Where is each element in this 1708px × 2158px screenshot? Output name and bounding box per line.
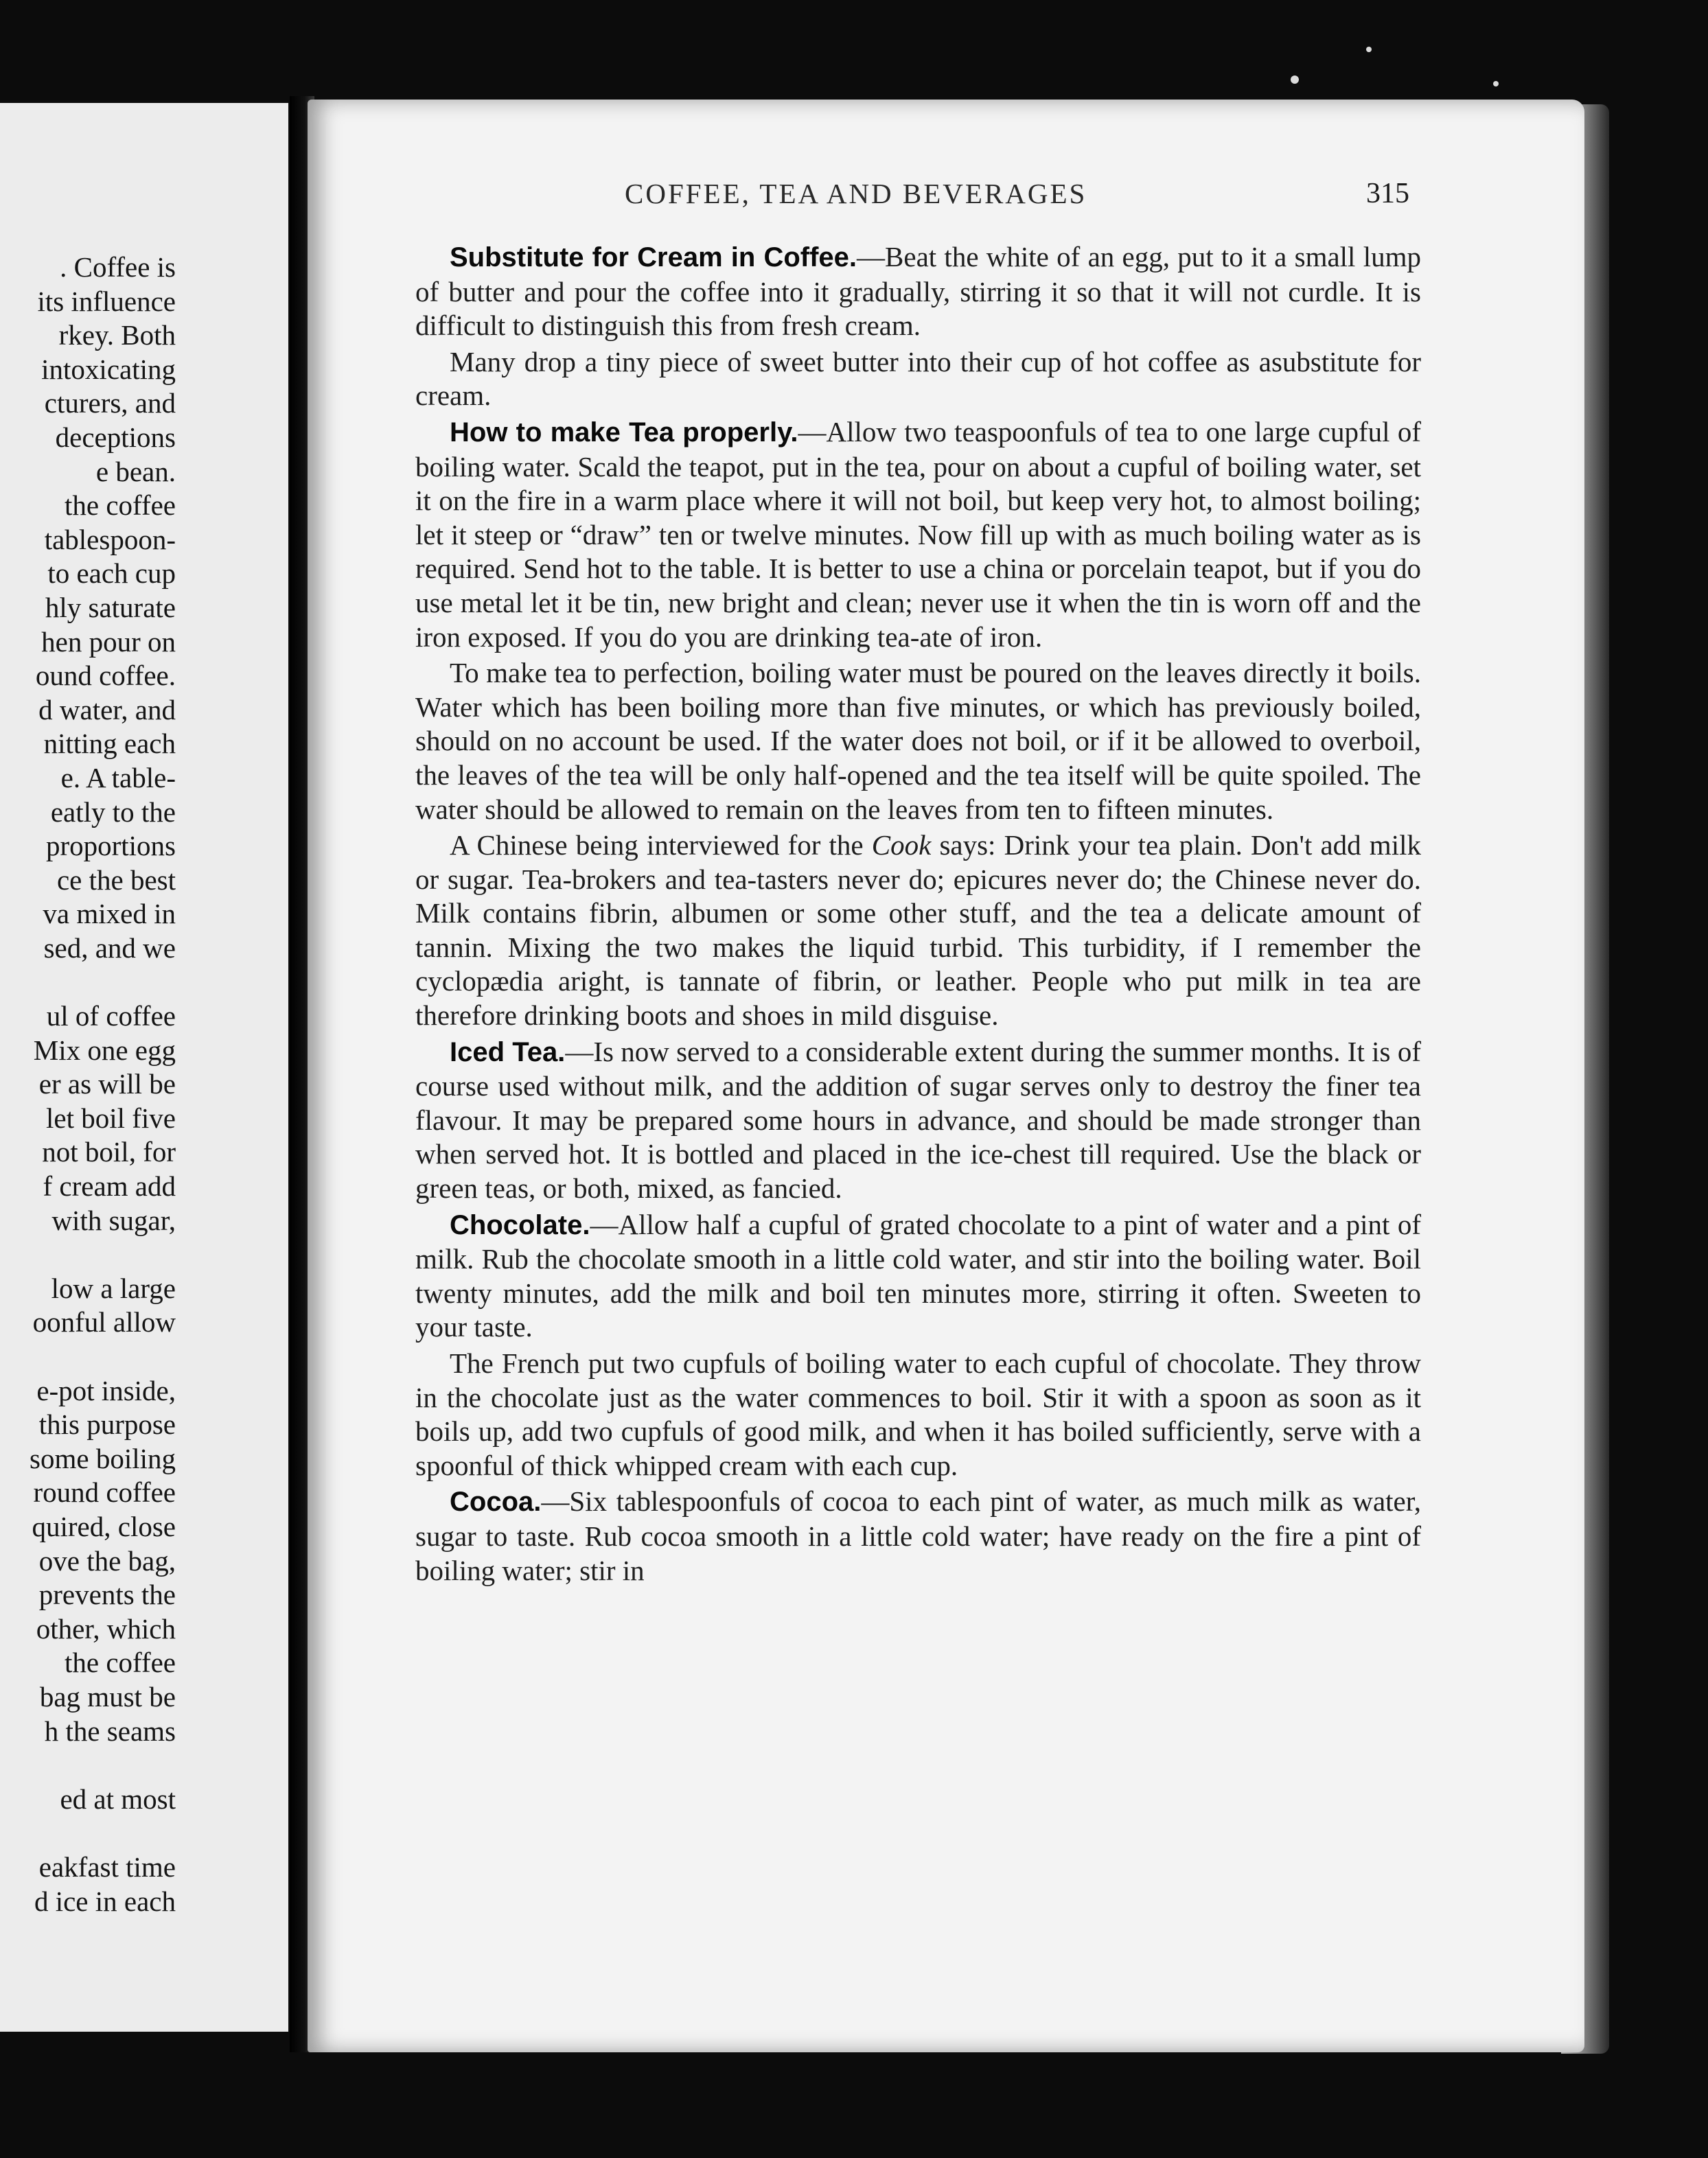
left-page-line: with sugar, [51,1204,176,1236]
paragraph-text: A Chinese being interviewed for the [450,829,872,861]
left-page-line: e. A table- [60,761,176,793]
left-page [0,103,288,2032]
dust-speck [1291,76,1299,84]
left-page-text [0,251,176,1918]
left-page-line: not boil, for [42,1136,176,1168]
running-head: COFFEE, TEA AND BEVERAGES [625,178,1087,209]
recipe-paragraph [415,240,1421,343]
recipe-paragraph [415,1485,1421,1588]
left-page-line: ed at most [60,1783,176,1815]
left-page-line: this purpose [38,1408,176,1441]
paragraph-text: —Allow two teaspoonfuls of tea to one large cupful of boiling water. Scald the teapot, put in the tea, pour on about a cupful of boiling water, set it on the fire in a warm place where it will not boil, but keep very hot, to almost boiling; let it steep or “draw” ten or twelve minutes. Now fill up with as much boiling water as is required. Send hot to the table. It is better to use a china or porcelain teapot, but if you do use metal let it be tin, new bright and clean; never use it when the tin is worn off and the iron exposed. If you do you are drinking tea-ate of iron. [415,415,1421,653]
left-page-line: low a large [51,1272,176,1304]
body-paragraph [415,1347,1421,1483]
left-page-line: f cream add [43,1170,176,1203]
left-page-line [0,1238,176,1272]
paragraph-text: says: Drink your tea plain. Don't add milk or sugar. Tea-brokers and tea-tasters never do; epicures never do; the Chinese never do. Milk contains fibrin, albumen or some other stuff, and the tea a delicate amount of tannin. Mixing the two makes the liquid turbid. This turbidity, if I remember the cyclopædia aright, is tannate of fibrin, or leather. People who put milk in tea are therefore drinking boots and shoes in mild disguise. [415,829,1421,1032]
body-paragraph [415,345,1421,413]
left-page-line [0,965,176,999]
left-page-line: hen pour on [41,625,176,658]
paragraph-text: Many drop a tiny piece of sweet butter into their cup of hot coffee as asubstitute for cream. [415,345,1421,412]
recipe-heading: Substitute for Cream in Coffee. [450,242,857,272]
left-page-line: the coffee [65,489,176,522]
left-page-line: bag must be [39,1680,176,1713]
paragraph-text: —Allow half a cupful of grated chocolate to a pint of water and a pint of milk. Rub the chocolate smooth in a little cold water, and stir into the boiling water. Boil twenty minutes, add the milk and boil ten minutes more, stirring it often. Sweeten to your taste. [415,1208,1421,1343]
left-page-line: eakfast time [38,1850,176,1883]
left-page-line: the coffee [65,1647,176,1679]
left-page-line: quired, close [32,1510,176,1542]
left-page-line: . Coffee is [60,251,176,283]
paragraph-text: —Beat the white of an egg, put to it a small lump of butter and pour the coffee into it gradually, stirring it so that it will not curdle. It is difficult to distinguish this from fresh cream. [415,241,1421,342]
left-page-line: e-pot inside, [36,1374,176,1406]
left-page-line: er as will be [38,1068,176,1100]
left-page-line: rkey. Both [58,319,176,351]
left-page-line: ove the bag, [38,1544,176,1577]
left-page-line: d ice in each [34,1885,176,1917]
recipe-paragraph [415,415,1421,654]
left-page-line: its influence [37,285,176,317]
left-page-line: cturers, and [44,387,176,419]
left-page-line: hly saturate [45,591,176,623]
paragraph-text: To make tea to perfection, boiling water must be poured on the leaves directly it boils. Water which has been boiling more than five minutes, or which has previously boiled, should on no account be used. If the water does not boil, or if it be allowed to overboil, the leaves of the tea will be only half-opened and the tea itself will be quite spoiled. The water should be allowed to remain on the leaves from ten to fifteen minutes. [415,657,1421,825]
left-page-line: eatly to the [50,796,176,828]
left-page-line: oonful allow [32,1306,176,1338]
left-page-line: va mixed in [43,898,176,930]
paragraph-text: The French put two cupfuls of boiling water to each cupful of chocolate. They throw in the chocolate just as the water commences to boil. Stir it with a spoon as soon as it boils up, add two cupfuls of good milk, and when it has boiled sufficiently, serve with a spoonful of thick whipped cream with each cup. [415,1347,1421,1481]
left-page-line: prevents the [38,1579,176,1611]
recipe-heading: How to make Tea properly. [450,417,798,448]
left-page-line: Mix one egg [33,1034,176,1066]
left-page-line [0,1816,176,1850]
left-page-line [0,1340,176,1374]
left-page-line: intoxicating [41,353,176,385]
left-page-line: e bean. [95,455,176,487]
left-page-line: tablespoon- [44,523,176,555]
dust-speck [1366,47,1372,52]
dust-speck [1493,81,1499,86]
left-page-line: to each cup [47,557,176,590]
page-number: 315 [1366,178,1409,209]
recipe-heading: Chocolate. [450,1209,590,1240]
left-page-line: nitting each [43,728,176,760]
left-page-line: round coffee [33,1476,176,1509]
body-paragraph [415,828,1421,1033]
page-body [415,240,1421,1590]
left-page-line: ul of coffee [46,1000,176,1032]
left-page-line: proportions [45,830,176,862]
body-paragraph [415,656,1421,826]
left-page-line: sed, and we [43,931,176,964]
recipe-heading: Iced Tea. [450,1036,566,1067]
recipe-heading: Cocoa. [450,1487,542,1518]
left-page-line: d water, and [38,693,176,726]
left-page-line: other, which [36,1612,176,1645]
left-page-line: h the seams [44,1715,176,1747]
left-page-line: ce the best [56,863,176,896]
left-page-line: some boiling [30,1442,176,1474]
recipe-paragraph [415,1035,1421,1206]
recipe-paragraph [415,1208,1421,1345]
left-page-line: let boil five [45,1102,176,1134]
left-page-line [0,1748,176,1783]
left-page-line: deceptions [55,421,176,453]
left-page-line: ound coffee. [35,660,176,692]
italic-title: Cook [871,829,932,861]
paragraph-text: —Six tablespoonfuls of cocoa to each pint of water, as much milk as water, sugar to taste. Rub cocoa smooth in a little cold water; have ready on the fire a pint of boiling water; stir in [415,1485,1421,1586]
paragraph-text: —Is now served to a considerable extent during the summer months. It is of course used without milk, and the addition of sugar serves only to destroy the finer tea flavour. It may be prepared some hours in advance, and should be made stronger than when served hot. It is bottled and placed in the ice-chest till required. Use the black or green teas, or both, mixed, as fancied. [415,1035,1421,1205]
